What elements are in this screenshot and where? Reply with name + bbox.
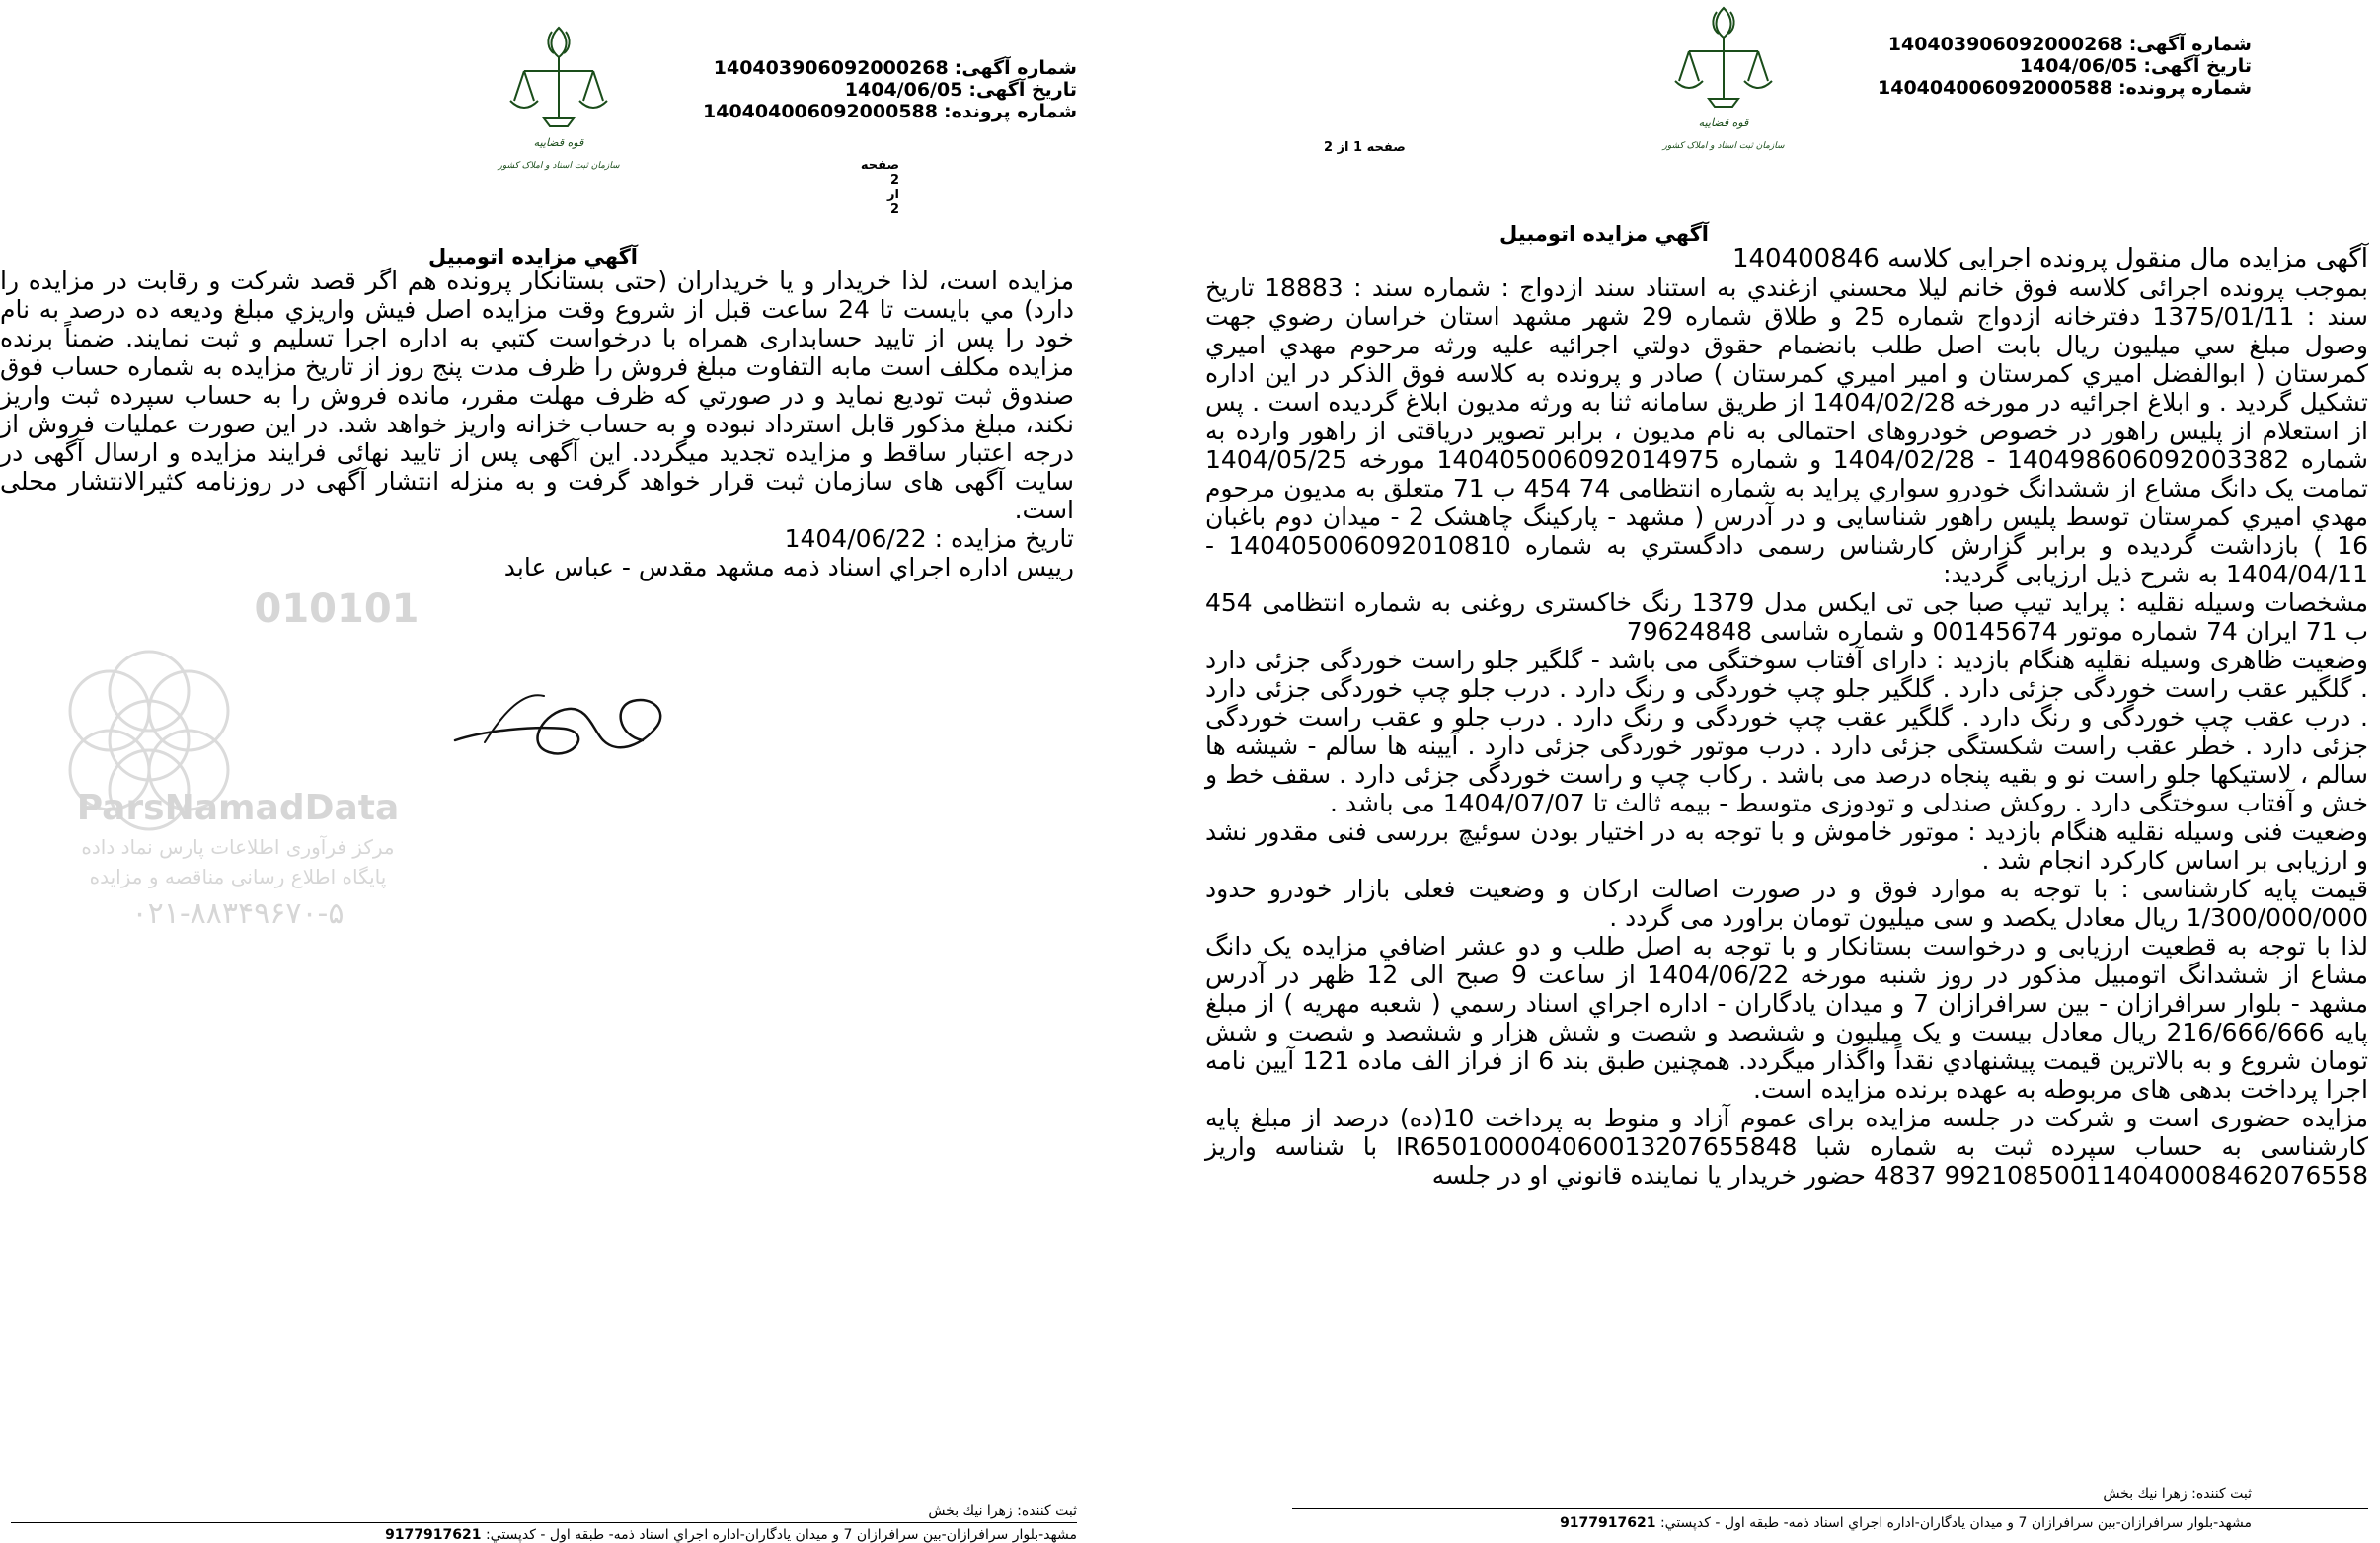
judiciary-emblem-icon — [498, 20, 620, 207]
notice-page-2: قوه قضاييه سازمان ثبت اسناد و املاک کشور شماره آگهی:140403906092000268 تاريخ آگهی:1404/06/05 شماره پرونده:140404006092000588 صفحه 2 از 2 آگهي مزايده اتومبيل مزايده است، لذا خريدار و يا خريداران (حتی بستانکار پرونده هم اگر قصد شرکت و رقابت در مزايده را دارد) مي بايست تا 24 ساعت قبل از شروع وقت مزايده اصل فيش واريزي مبلغ وديعه ده درصد به نام خود را پس از تاييد حسابداری همراه با درخواست کتبي به اداره اجرا تسليم و ثبت نمايند. ضمناً برنده مزايده مکلف است مابه التفاوت مبلغ فروش را ظرف مدت پنج روز از تاريخ مزايده به شماره حساب فوق صندوق ثبت توديع نمايد و در صورتي که ظرف مهلت مقرر، مانده فروش را به حساب سپرده ثبت واريز نکند، مبلغ مذکور قابل استرداد نبوده و به حساب خزانه واريز خواهد شد. در اين صورت عمليات فروش از درجه اعتبار ساقط و مزايده تجديد ميگردد. اين آگهی پس از تاييد نهائی فرايند مزايده و ارسال آگهی در سايت آگهی های سازمان ثبت قرار خواهد گرفت و به منزله انتشار آگهی در روزنامه کثيرالانتشار محلی است. تاريخ مزايده : 1404/06/22 رييس اداره اجراي اسناد ذمه مشهد مقدس - عباس عابد 010101 ParsNamadData مرکز فرآوری اطلاعات پارس نماد داده پایگاه اطلاع رسانی مناقصه و مزایده ۰۲۱-۸۸۳۴۹۶۷۰-۵ ثبت كننده: زهرا نيك بخش مشهد-بلوار سرافرازان-بين سرافرازان 7 و ميدان يادگاران-اداره اجراي اسناد ذمه- طبقه اول - كدپستي: 9177917621 — [11, 0, 1195, 1543]
address-text: مشهد-بلوار سرافرازان-بين سرافرازان 7 و ميدان يادگاران-اداره اجراي اسناد ذمه- طبقه اول - كدپستي: — [485, 1527, 1077, 1543]
notice-paragraph: قيمت پايه کارشناسی : با توجه به موارد فوق و در صورت اصالت ارکان و وضعيت فعلی بازار خودرو حدود 1/300/000/000 ريال معادل يکصد و سی ميليون تومان براورد می گردد . — [1205, 875, 2368, 932]
watermark-line-1: مرکز فرآوری اطلاعات پارس نماد داده — [81, 835, 395, 859]
notice-number-label: شماره آگهی: — [954, 57, 1077, 79]
notice-paragraph: وضعيت فنی وسيله نقليه هنگام بازديد : موتور خاموش و با توجه به در اختيار بودن سوئيچ بررسی فنی مقدور نشد و ارزيابی بر اساس کارکرد انجام شد . — [1205, 817, 2368, 875]
notice-paragraph: مشخصات وسيله نقليه : پرايد تيپ صبا جی تی ايکس مدل 1379 رنگ خاکستری روغنی به شماره انتظامی 454 ب 71 ايران 74 شماره موتور 00145674 و شماره شاسی 79624848 — [1205, 588, 2368, 646]
watermark-phone: ۰۲۱-۸۸۳۴۹۶۷۰-۵ — [131, 896, 345, 931]
registrar-name: زهرا نيك بخش — [2103, 1486, 2188, 1502]
office-address — [1560, 1515, 2252, 1531]
notice-title: آگهي مزايده اتومبيل — [428, 245, 638, 269]
notice-metadata — [703, 57, 1077, 122]
notice-metadata — [1878, 34, 2252, 99]
address-text: مشهد-بلوار سرافرازان-بين سرافرازان 7 و ميدان يادگاران-اداره اجراي اسناد ذمه- طبقه اول - كدپستي: — [1659, 1515, 2252, 1531]
notice-paragraph: بموجب پرونده اجرائی کلاسه فوق خانم ليلا محسني ازغندي به استناد سند ازدواج : شماره سند : 18883 تاريخ سند : 1375/01/11 دفترخانه ازدواج شماره 25 و طلاق شماره 29 شهر مشهد استان خراسان رضوي جهت وصول مبلغ سي ميليون ريال بابت اصل طلب بانضمام حقوق دولتي اجرائيه عليه ورثه مرحوم مهدي اميري کمرستان ( ابوالفضل اميري کمرستان و امير اميري کمرستان ) صادر و پرونده به کلاسه فوق الذکر در اين اداره تشکيل گرديد . و ابلاغ اجرائيه در مورخه 1404/02/28 از طريق سامانه ثنا به ورثه مدیون ابلاغ گرديده است . پس از استعلام از پليس راهور در خصوص خودروهای احتمالی به نام مديون ، برابر تصوير درياقتی از راهور وارده به شماره 140498606092003382 - 1404/02/28 و شماره 140405006092014975 مورخه 1404/05/25 تمامت يک دانگ مشاع از ششدانگ خودرو سواري پرايد به شماره انتظامی 74 454 ب 71 متعلق به مديون مرحوم مهدي اميري کمرستان توسط پليس راهور شناسايی و در آدرس ( مشهد - پارکينگ چاهشک 2 - ميدان دوم باغبان 16 ) بازداشت گرديده و برابر گزارش کارشناس رسمی دادگستري به شماره 140405006092010810 - 1404/04/11 به شرح ذيل ارزيابی گرديد: — [1205, 273, 2369, 588]
file-number: 140404006092000588 — [703, 101, 938, 122]
notice-date: 1404/06/05 — [2019, 55, 2138, 77]
registrar — [2103, 1486, 2252, 1502]
signature-image — [445, 671, 682, 780]
notice-number: 140403906092000268 — [1887, 34, 2123, 55]
file-number-label: شماره پرونده: — [943, 101, 1077, 122]
notice-paragraph: آگهی مزايده مال منقول پرونده اجرايی کلاسه 140400846 — [1731, 244, 2368, 273]
office-address — [385, 1527, 1077, 1543]
notice-paragraph: لذا با توجه به قطعيت ارزيابی و درخواست بستانکار و با توجه به اصل طلب و دو عشر اضافي مزايده يک دانگ مشاع از ششدانگ اتومبيل مذکور در روز شنبه مورخه 1404/06/22 از ساعت 9 صبح الی 12 ظهر در آدرس مشهد - بلوار سرافرازان - بين سرافرازان 7 و ميدان يادگاران - اداره اجراي اسناد رسمي ( شعبه مهريه ) از مبلغ پايه 216/666/666 ريال معادل بيست و يک ميليون و ششصد و شصت و شش هزار و ششصد و شصت و شش تومان شروع و به بالاترين قيمت پيشنهادي نقداً واگذار ميگردد. همچنين طبق بند 6 از فراز الف ماده 121 آيين نامه اجرا پرداخت بدهی های مربوطه به عهده برنده مزايده است. — [1205, 932, 2369, 1104]
notice-date-label: تاريخ آگهی: — [2143, 55, 2252, 77]
registrar-label: ثبت كننده: — [1017, 1504, 1077, 1519]
page-indicator: صفحه 1 از 2 — [1324, 140, 1406, 155]
svg-text:قوه قضاييه: قوه قضاييه — [533, 136, 584, 149]
file-number: 140404006092000588 — [1878, 77, 2112, 99]
notice-body — [1205, 245, 2368, 1190]
notice-paragraph: مزايده است، لذا خريدار و يا خريداران (حتی بستانکار پرونده هم اگر قصد شرکت و رقابت در مزايده را دارد) مي بايست تا 24 ساعت قبل از شروع وقت مزايده اصل فيش واريزي مبلغ وديعه ده درصد به نام خود را پس از تاييد حسابداری همراه با درخواست کتبي به اداره اجرا تسليم و ثبت نمايند. ضمناً برنده مزايده مکلف است مابه التفاوت مبلغ فروش را ظرف مدت پنج روز از تاريخ مزايده به شماره حساب فوق صندوق ثبت توديع نمايد و در صورتي که ظرف مهلت مقرر، مانده فروش را به حساب سپرده ثبت واريز نکند، مبلغ مذکور قابل استرداد نبوده و به حساب خزانه واريز خواهد شد. در اين صورت عمليات فروش از درجه اعتبار ساقط و مزايده تجديد ميگردد. اين آگهی پس از تاييد نهائی فرايند مزايده و ارسال آگهی در سايت آگهی های سازمان ثبت قرار خواهد گرفت و به منزله انتشار آگهی در روزنامه کثيرالانتشار محلی است. — [0, 267, 1075, 524]
notice-page-1 — [1195, 0, 2380, 1543]
postal-code: 9177917621 — [385, 1527, 482, 1543]
svg-text:سازمان ثبت اسناد و املاک کشور: سازمان ثبت اسناد و املاک کشور — [498, 161, 620, 171]
footer-divider — [11, 1522, 1077, 1523]
file-number-label: شماره پرونده: — [2117, 77, 2252, 99]
parsnamad-watermark-icon — [40, 586, 435, 987]
svg-text:سازمان ثبت اسناد و املاک کشور: سازمان ثبت اسناد و املاک کشور — [1662, 141, 1785, 151]
notice-number-label: شماره آگهی: — [2128, 34, 2252, 55]
notice-paragraph: وضعيت ظاهری وسيله نقليه هنگام بازديد : دارای آفتاب سوختگی می باشد - گلگير جلو راست خوردگی جزئی دارد . گلگير عقب راست خوردگی جزئی دارد . گلگير جلو چپ خوردگی و رنگ دارد . درب جلو چپ خوردگی جزئی دارد . درب عقب چپ خوردگی و رنگ دارد . گلگير عقب چپ خوردگی و رنگ دارد . درب جلو و عقب راست خوردگی جزئی دارد . خطر عقب راست شکستگی جزئی دارد . درب موتور خوردگی جزئی دارد . آيينه ها سالم - شيشه ها سالم ، لاستيکها جلو راست نو و بقيه پنجاه درصد می باشد . رکاب چپ و راست خوردگی جزئی دارد . سقف خط و خش و آفتاب سوختگی دارد . روکش صندلی و تودوزی متوسط - بيمه ثالث تا 1404/07/07 می باشد . — [1205, 646, 2368, 817]
registrar-label: ثبت كننده: — [2191, 1486, 2252, 1502]
notice-date-label: تاريخ آگهی: — [968, 79, 1077, 101]
notice-body — [0, 267, 1074, 581]
auction-date: تاريخ مزايده : 1404/06/22 — [784, 524, 1074, 553]
svg-text:قوه قضاييه: قوه قضاييه — [1698, 116, 1749, 129]
notice-date: 1404/06/05 — [844, 79, 963, 101]
notice-title: آگهي مزايده اتومبيل — [1499, 222, 1709, 246]
judiciary-emblem-icon — [1662, 0, 1785, 188]
watermark-digits: 010101 — [254, 586, 420, 632]
registrar-name: زهرا نيك بخش — [928, 1504, 1013, 1519]
postal-code: 9177917621 — [1560, 1515, 1656, 1531]
notice-number: 140403906092000268 — [713, 57, 949, 79]
footer-divider — [1292, 1508, 2368, 1509]
notice-paragraph: مزايده حضوری است و شرکت در جلسه مزايده برای عموم آزاد و منوط به پرداخت 10(ده) درصد از مبلغ پايه کارشناسی به حساب سپرده ثبت به شماره شبا IR650100004060013207655848 با شناسه واريز 992108500114040008462076558 4837 حضور خريدار يا نماينده قانوني او در جلسه — [1205, 1104, 2368, 1190]
signatory: رييس اداره اجراي اسناد ذمه مشهد مقدس - عباس عابد — [503, 553, 1074, 581]
watermark-brand: ParsNamadData — [76, 788, 400, 828]
watermark-line-2: پایگاه اطلاع رسانی مناقصه و مزایده — [89, 865, 387, 888]
registrar — [928, 1504, 1077, 1519]
